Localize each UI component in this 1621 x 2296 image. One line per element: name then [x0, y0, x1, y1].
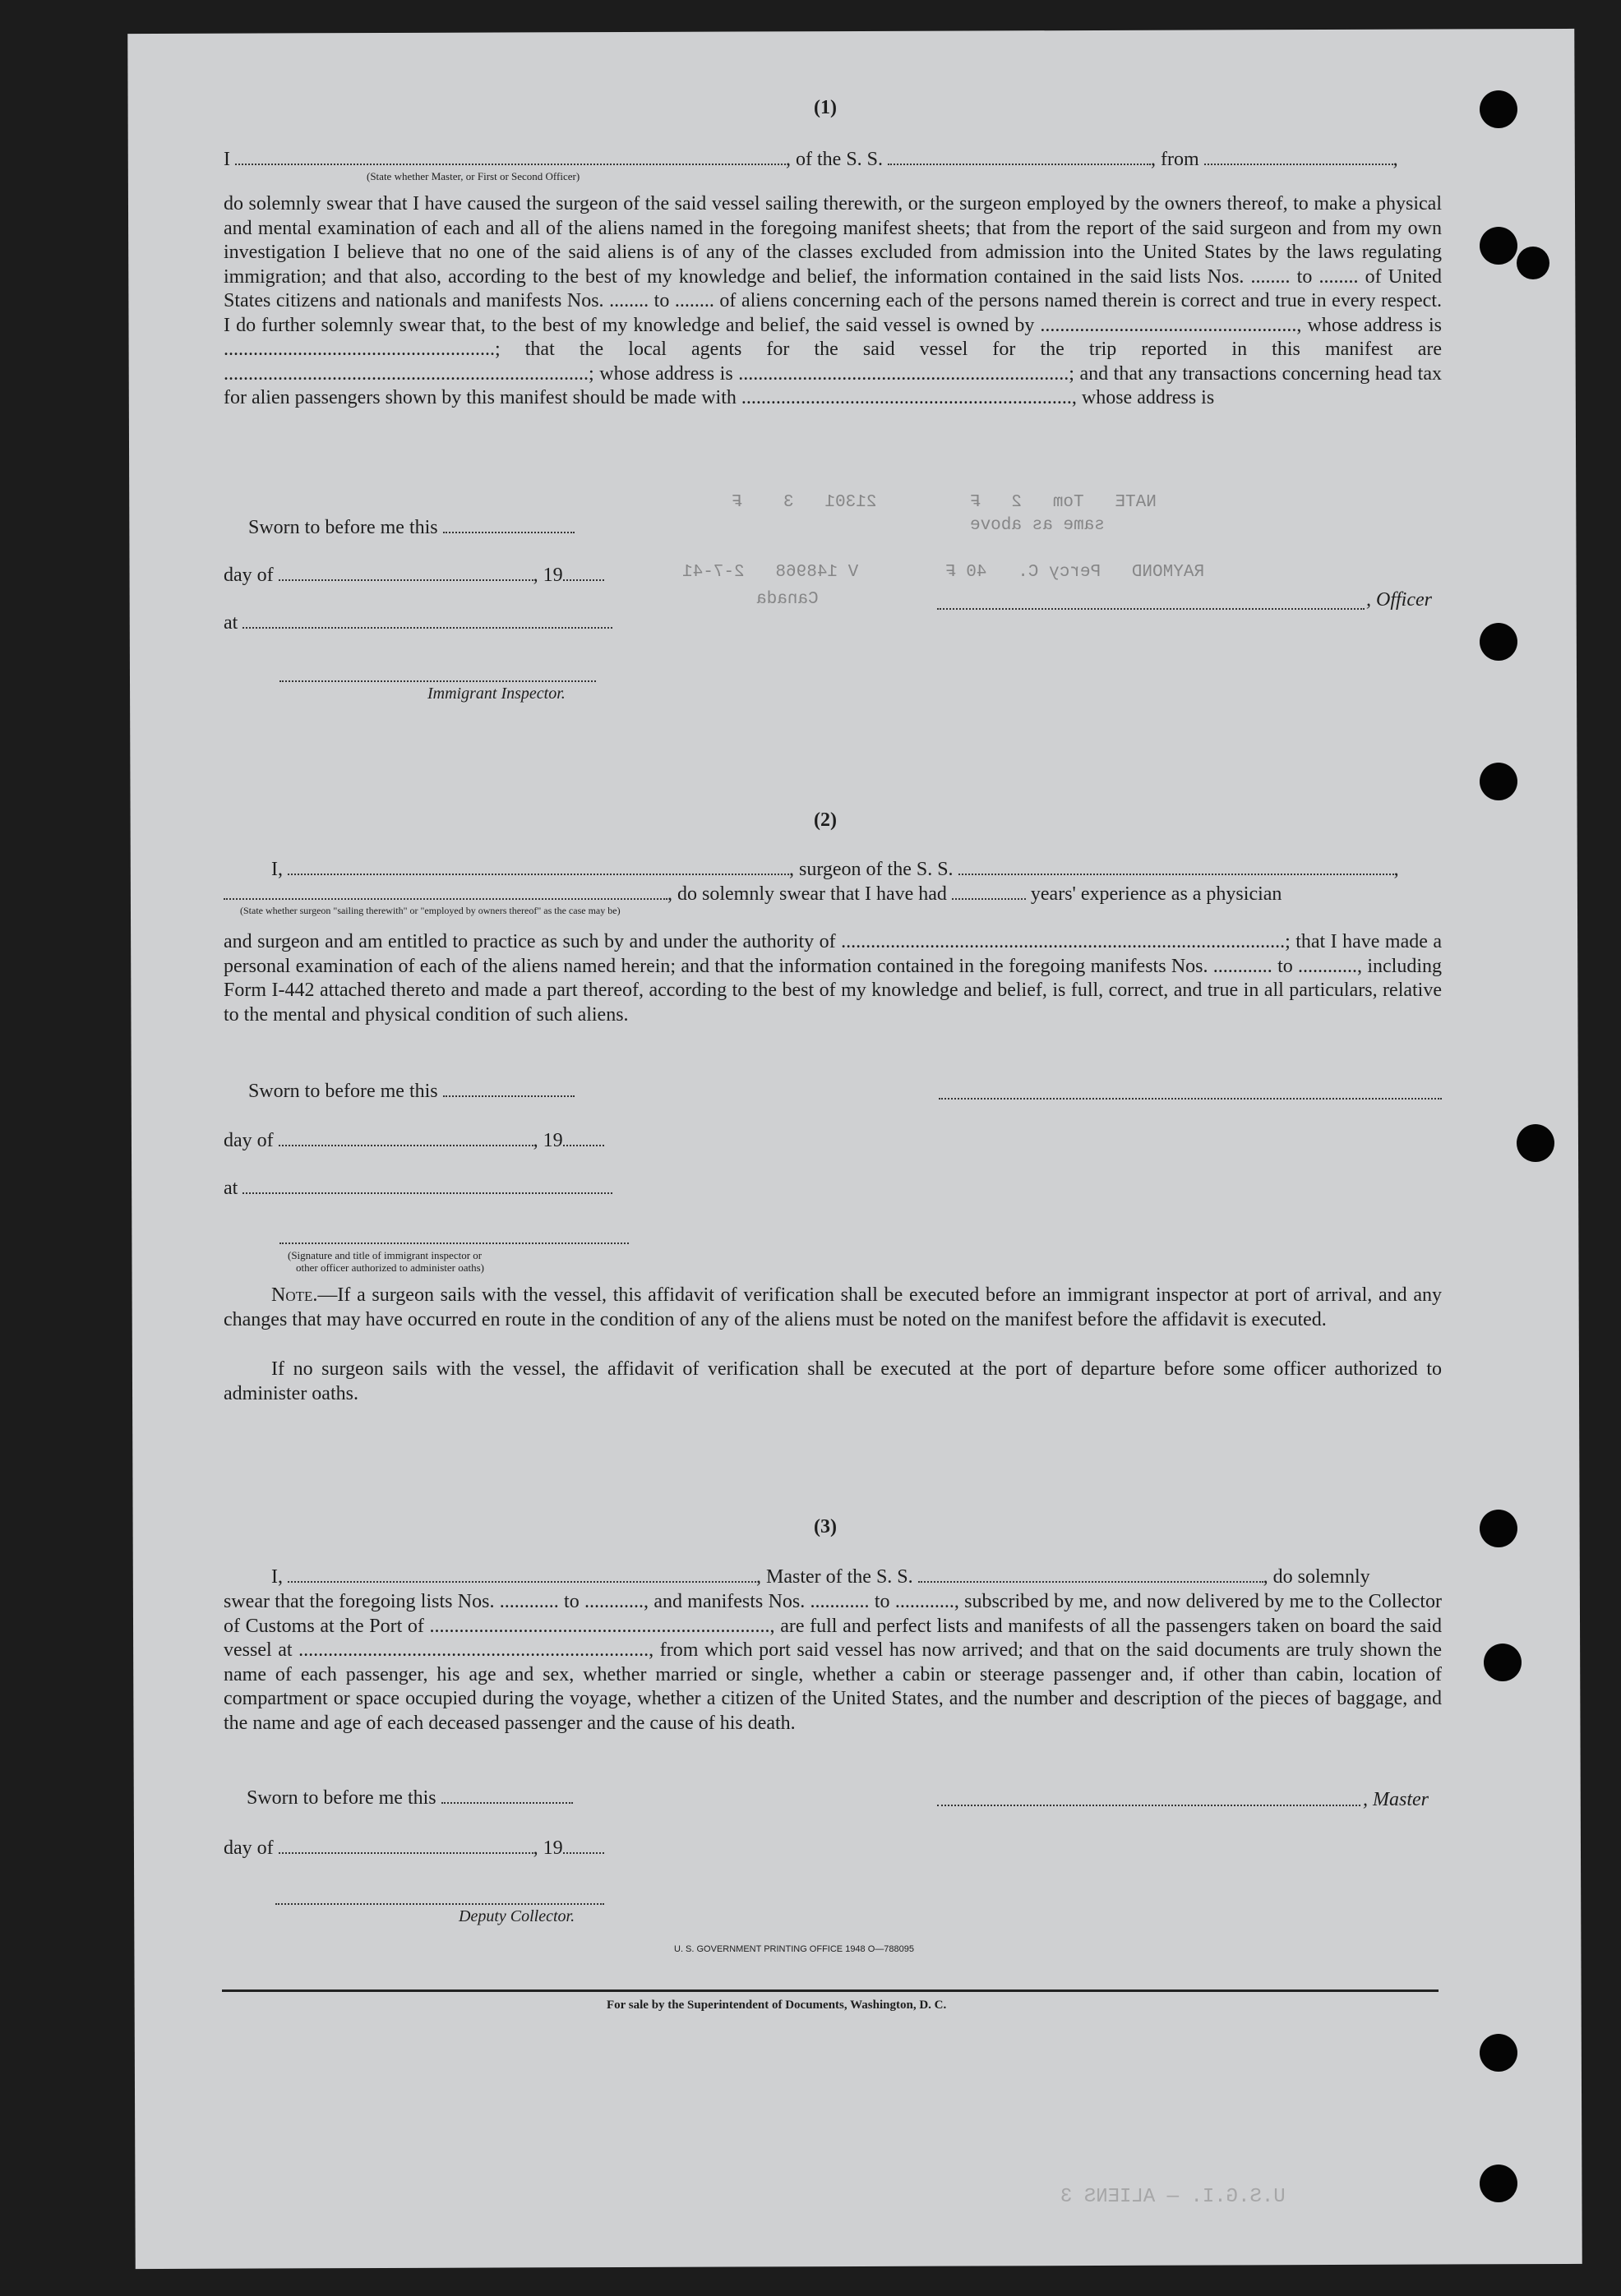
surgeon-note-paragraph: Note.—If a surgeon sails with the vessel, this affidavit of verification shall be executed before an immigrant inspector at port of arrival, and any changes that may have occurred en route in the condition of any of the aliens must be noted on the manifest before the affidavit is executed. — [224, 1284, 1442, 1330]
sworn-line-3: Sworn to before me this — [247, 1787, 573, 1810]
sworn-line-2: Sworn to before me this — [248, 1080, 575, 1104]
bleed-through-stamp: 21301 3 ₣ — [732, 493, 877, 512]
section-1-heading: (1) — [814, 97, 837, 118]
immigrant-inspector-label: Immigrant Inspector. — [427, 685, 566, 703]
bleed-through-stamp: Canada — [756, 590, 819, 609]
bleed-through-stamp: NATE Tom 2 ₣ — [970, 493, 1157, 512]
signature-note-line-2: other officer authorized to administer oaths) — [296, 1261, 484, 1274]
officer-signature-line[interactable] — [937, 608, 1365, 610]
section-3-oath-text: swear that the foregoing lists Nos. ............ to ............, and manifests Nos. ............ to ............, subscribed by me, and now delivered by me to the Collector of Customs at the Port of ....................................................................., are full and perfect lists and manifests of all the passengers taken on board the said vessel at ......................................................................., from which port said vessel has now arrived; and that on the said documents are truly shown the name of each passenger, his age and sex, whether married or single, whether a cabin or steerage passenger and, if other than cabin, location of compartment or space occupied during the voyage, whether a citizen of the United States, and the number and description of the pieces of baggage, and the name and age of each deceased passenger and the cause of his death. — [224, 1591, 1442, 1734]
surgeon-signature-line[interactable] — [939, 1098, 1442, 1100]
bleed-through-stamp: same as above — [970, 516, 1105, 535]
officer-type-note: (State whether Master, or First or Second Officer) — [367, 170, 580, 182]
signature-note-line-1: (Signature and title of immigrant inspector or — [288, 1249, 483, 1261]
section-1-oath-text: do solemnly swear that I have caused the surgeon of the said vessel sailing therewith, or the surgeon employed by the owners thereof, to make a physical and mental examination of each and all of the aliens named in the foregoing manifest sheets; that from the report of the said surgeon and from my own investigation I believe that no one of the said aliens is of any of the classes excluded from admission into the United States by the laws regulating immigration; and that also, according to the best of my knowledge and belief, the information contained in the said lists Nos. ........ to ........ of United States citizens and nationals and manifests Nos. ........ to ........ of aliens concerning each of the persons named therein is correct and true in every respect. I do further solemnly swear that, to the best of my knowledge and belief, the said vessel is owned by ...................................................., whose address is .......................................................; that the local agents for the said vessel for the trip reported in this manifest are ..........................................................................; whose address is ...................................................................; and that any transactions concerning head tax for alien passengers shown by this manifest should be made with ..................................................................., whose address is — [224, 193, 1442, 408]
experience-line: , do solemnly swear that I have had years' experience as a physician — [224, 883, 1282, 906]
section-2-heading: (2) — [814, 809, 837, 831]
day-line-2: day of , 19 — [224, 1129, 604, 1153]
master-signature-line[interactable] — [937, 1805, 1360, 1806]
inspector-signature-line-2 — [279, 1243, 629, 1244]
sale-notice: For sale by the Superintendent of Documents, Washington, D. C. — [607, 1999, 947, 2012]
bleed-through-text: U.S.G.I. — ALIENS 3 — [1060, 2186, 1286, 2208]
officer-label: , Officer — [1366, 589, 1432, 611]
master-label: , Master — [1363, 1789, 1429, 1810]
bleed-through-stamp: V 148968 2-7-41 — [682, 563, 859, 582]
of-ss-label: , of the S. S. — [786, 149, 884, 170]
at-line-2: at — [224, 1177, 612, 1201]
master-line: I , of the S. S. , from , — [224, 149, 1398, 170]
from-label: , from — [1151, 149, 1199, 170]
section-3-heading: (3) — [814, 1516, 837, 1538]
note-label: Note. — [271, 1284, 318, 1306]
surgeon-line: I, , surgeon of the S. S. , — [271, 859, 1399, 880]
section-2-oath-text: and surgeon and am entitled to practice as such by and under the authority of ..........................................................................................; that I have made a personal examination of each of the aliens named herein; and that the information contained in the foregoing manifests Nos. ............ to ............, including Form I-442 attached thereto and made a part thereof, according to the best of my knowledge and belief, is full, correct, and true in all particulars, relative to the mental and physical condition of such aliens. — [224, 931, 1442, 1026]
day-line-3: day of , 19 — [224, 1837, 604, 1860]
pronoun-i: I — [224, 149, 230, 170]
master-line-3: I, , Master of the S. S. , do solemnly — [271, 1566, 1370, 1588]
printing-office-imprint: U. S. GOVERNMENT PRINTING OFFICE 1948 O—788095 — [674, 1944, 914, 1954]
bleed-through-stamp: RAYMOND Percy C. 40 ₣ — [945, 563, 1205, 582]
surgeon-type-note: (State whether surgeon "sailing therewith" or "employed by owners thereof" as the case may be) — [240, 905, 621, 916]
no-surgeon-note-paragraph: If no surgeon sails with the vessel, the affidavit of verification shall be executed at the port of departure before some officer authorized to administer oaths. — [224, 1358, 1442, 1404]
footer-rule — [222, 1989, 1439, 1992]
at-line-1: at — [224, 611, 612, 635]
deputy-collector-label: Deputy Collector. — [459, 1907, 575, 1925]
day-line-1: day of , 19 — [224, 564, 604, 588]
sworn-line-1: Sworn to before me this — [248, 516, 575, 540]
